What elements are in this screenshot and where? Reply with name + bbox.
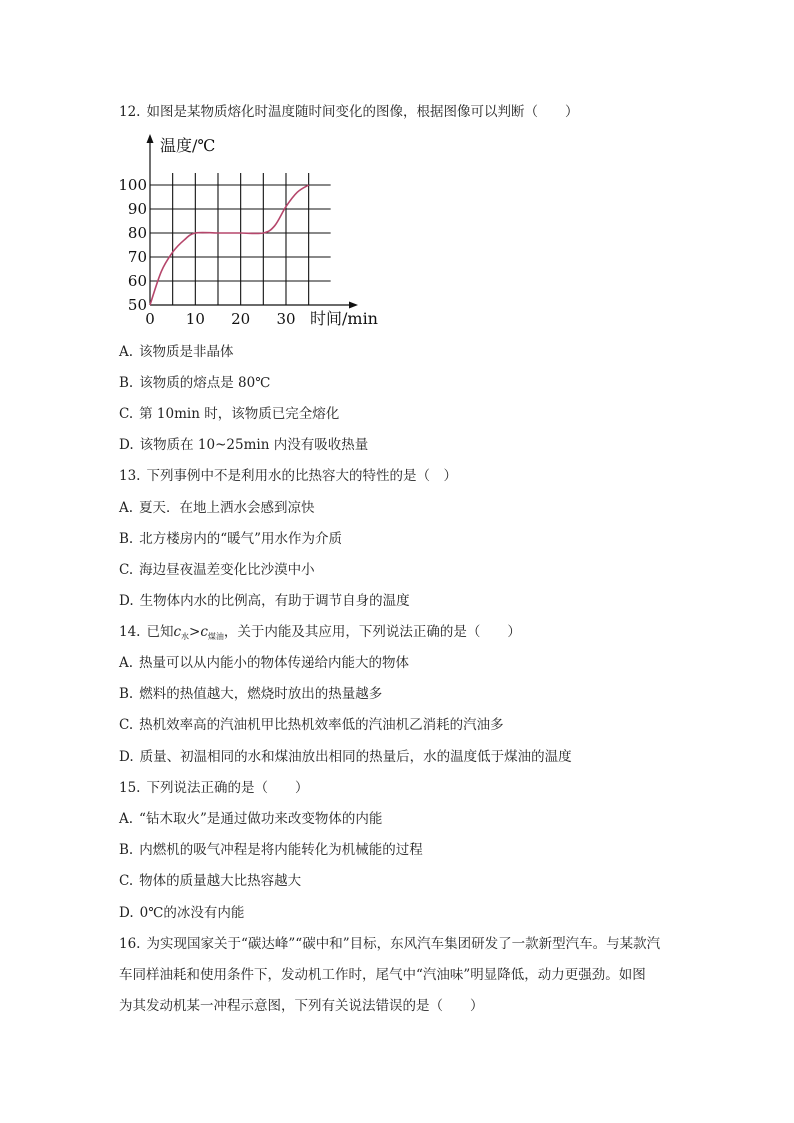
option-label: A. xyxy=(119,811,134,827)
option-text: 海边昼夜温差变化比沙漠中小 xyxy=(139,562,315,578)
q12-option-d xyxy=(119,436,368,454)
y-tick-label: 60 xyxy=(127,272,147,290)
option-text: 0℃的冰没有内能 xyxy=(139,905,245,921)
x-tick-label: 30 xyxy=(276,310,296,328)
q15-option-d xyxy=(119,904,244,922)
q15-option-c xyxy=(119,872,301,890)
question-number: 13. xyxy=(119,468,141,484)
option-text: 第 10min 时，该物质已完全熔化 xyxy=(139,406,340,422)
option-label: D. xyxy=(119,593,134,609)
option-text: 该物质是非晶体 xyxy=(139,344,234,360)
question-number: 14. xyxy=(119,624,141,640)
q13-option-c xyxy=(119,561,315,579)
q13-option-a xyxy=(119,499,315,517)
question-text: 已知 xyxy=(146,624,174,640)
question-text: 为其发动机某一冲程示意图，下列有关说法错误的是（ ） xyxy=(119,998,484,1014)
temperature-time-chart xyxy=(118,130,388,330)
option-label: B. xyxy=(119,531,134,547)
option-text: 夏天．在地上洒水会感到凉快 xyxy=(139,500,315,516)
option-label: C. xyxy=(119,406,134,422)
question-text: 车同样油耗和使用条件下，发动机工作时，尾气中“汽油味”明显降低，动力更强劲。如图 xyxy=(119,967,646,983)
option-text: “钻木取火”是通过做功来改变物体的内能 xyxy=(139,811,383,827)
x-axis-arrow xyxy=(349,302,358,309)
chart-axes xyxy=(147,134,359,309)
option-label: B. xyxy=(119,686,134,702)
q13-option-d xyxy=(119,592,410,610)
y-axis-label: 温度/℃ xyxy=(160,136,216,155)
option-label: A. xyxy=(119,655,134,671)
y-tick-label: 90 xyxy=(127,200,147,218)
option-text: 热量可以从内能小的物体传递给内能大的物体 xyxy=(139,655,410,671)
q14-option-c xyxy=(119,716,504,734)
option-label: C. xyxy=(119,717,134,733)
question-text: 如图是某物质熔化时温度随时间变化的图像，根据图像可以判断（ ） xyxy=(146,104,579,120)
question-number: 16. xyxy=(119,936,141,952)
q12-option-c xyxy=(119,405,339,423)
option-label: D. xyxy=(119,905,134,921)
question-13-stem xyxy=(119,467,457,485)
option-label: C. xyxy=(119,562,134,578)
q13-option-b xyxy=(119,530,342,548)
option-text: 燃料的热值越大，燃烧时放出的热量越多 xyxy=(139,686,383,702)
y-tick-label: 80 xyxy=(127,224,147,242)
option-text: 北方楼房内的“暖气”用水作为介质 xyxy=(139,531,343,547)
question-12-stem xyxy=(119,103,578,121)
option-text: 该物质在 10~25min 内没有吸收热量 xyxy=(139,437,369,453)
option-label: D. xyxy=(119,437,134,453)
q15-option-a xyxy=(119,810,382,828)
option-label: C. xyxy=(119,873,134,889)
q14-option-d xyxy=(119,748,572,766)
q14-option-b xyxy=(119,685,382,703)
option-label: B. xyxy=(119,375,134,391)
specific-heat-symbol: c xyxy=(173,624,182,640)
subscript-kerosene: 煤油 xyxy=(207,632,224,641)
question-text: 为实现国家关于“碳达峰”“碳中和”目标，东风汽车集团研发了一款新型汽车。与某款汽 xyxy=(146,936,661,952)
specific-heat-symbol: c xyxy=(200,624,208,640)
option-text: 该物质的熔点是 80℃ xyxy=(139,375,271,391)
option-text: 质量、初温相同的水和煤油放出相同的热量后，水的温度低于煤油的温度 xyxy=(139,749,572,765)
option-text: 物体的质量越大比热容越大 xyxy=(139,873,302,889)
option-text: 热机效率高的汽油机甲比热机效率低的汽油机乙消耗的汽油多 xyxy=(139,717,504,733)
x-tick-label: 20 xyxy=(231,310,251,328)
option-text: 内燃机的吸气冲程是将内能转化为机械能的过程 xyxy=(139,842,423,858)
q15-option-b xyxy=(119,841,423,859)
question-text: ，关于内能及其应用，下列说法正确的是（ ） xyxy=(223,624,521,640)
question-number: 12. xyxy=(119,104,141,120)
question-14-stem xyxy=(119,623,521,646)
q14-option-a xyxy=(119,654,409,672)
x-axis-label: 时间/min xyxy=(310,309,378,328)
question-15-stem xyxy=(119,779,308,797)
option-label: B. xyxy=(119,842,134,858)
option-label: A. xyxy=(119,500,134,516)
question-text: 下列事例中不是利用水的比热容大的特性的是（ ） xyxy=(146,468,457,484)
option-label: A. xyxy=(119,344,134,360)
y-tick-label: 100 xyxy=(118,176,147,194)
melting-curve-line xyxy=(150,185,309,305)
question-16-line-2 xyxy=(119,966,646,984)
question-number: 15. xyxy=(119,780,141,796)
question-16-line-3 xyxy=(119,997,484,1015)
option-text: 生物体内水的比例高，有助于调节自身的温度 xyxy=(139,593,410,609)
chart-grid xyxy=(150,173,331,305)
greater-than-sign: > xyxy=(189,624,201,640)
y-tick-label: 50 xyxy=(127,296,147,314)
question-text: 下列说法正确的是（ ） xyxy=(146,780,309,796)
question-16-line-1 xyxy=(119,935,660,953)
y-axis-arrow xyxy=(147,134,154,143)
q12-option-a xyxy=(119,343,234,361)
q12-option-b xyxy=(119,374,270,392)
subscript-water: 水 xyxy=(181,632,190,641)
x-tick-label: 0 xyxy=(145,310,155,328)
option-label: D. xyxy=(119,749,134,765)
x-tick-label: 10 xyxy=(185,310,205,328)
y-tick-label: 70 xyxy=(127,248,147,266)
